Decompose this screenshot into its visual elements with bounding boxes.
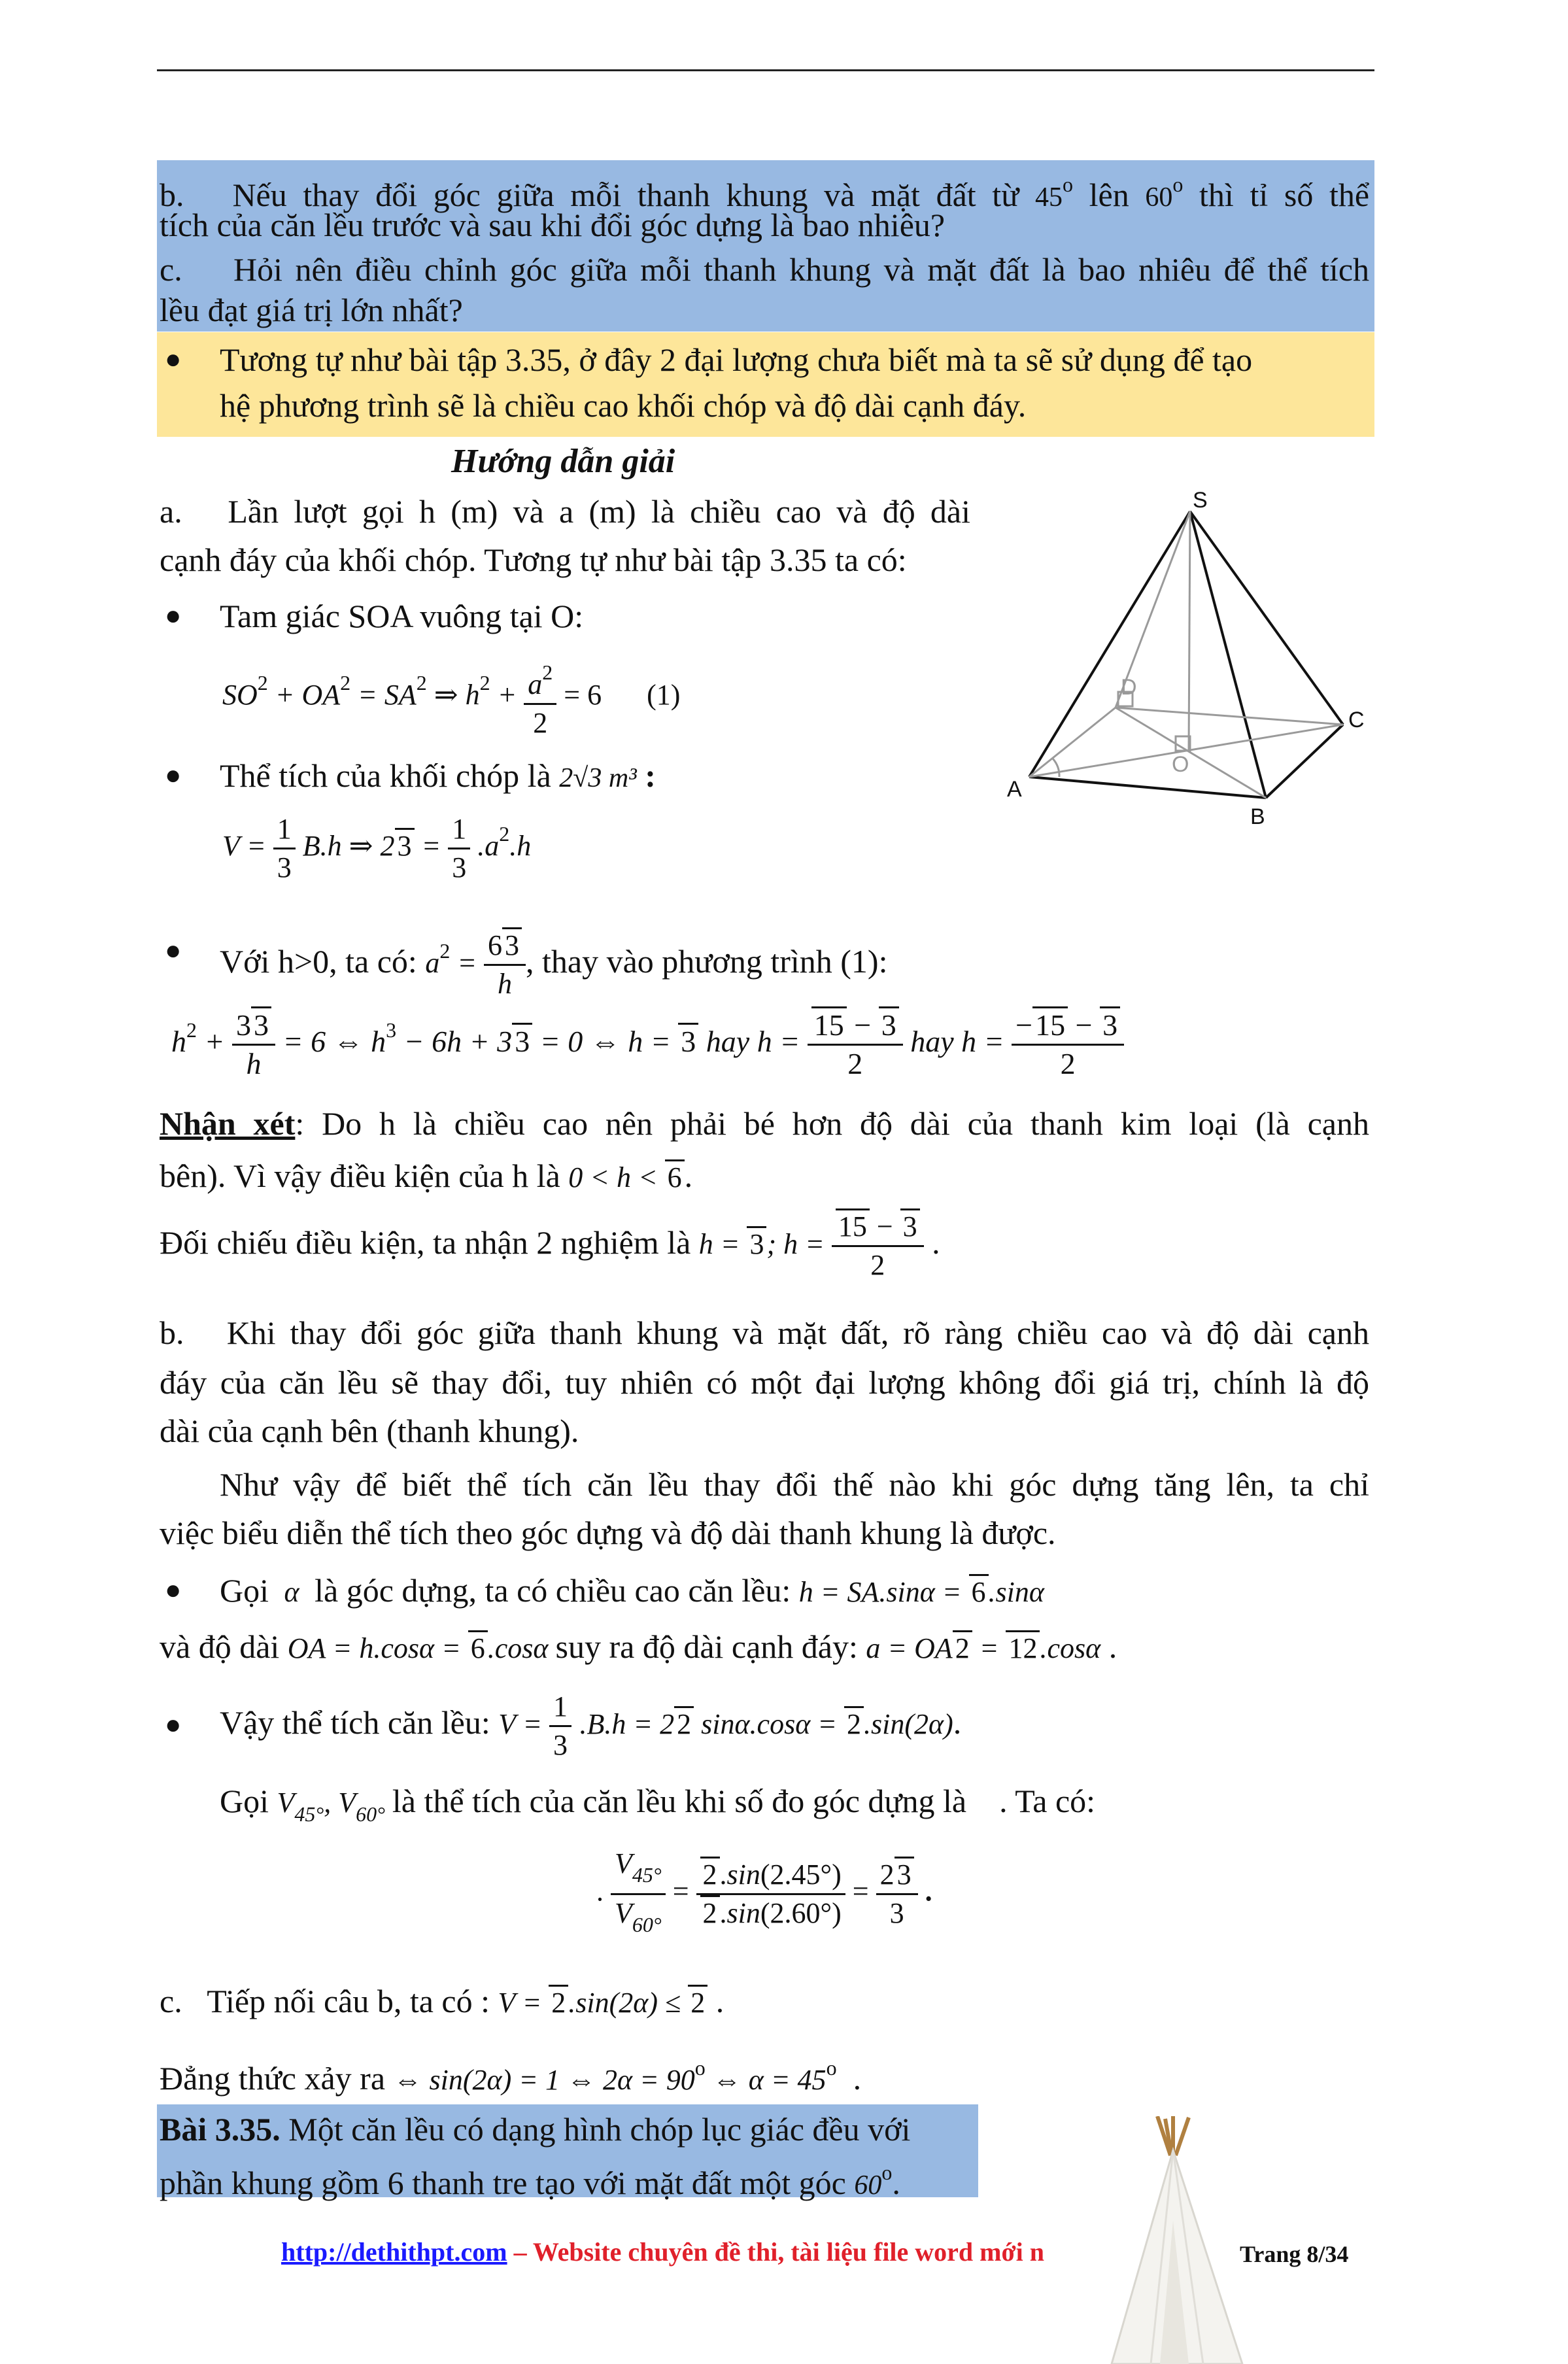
- part-b-bullet2: Vậy thể tích căn lều: V = $\frac{1}{3}$ .B.h = 22 sinα.cosα = 2.sin(2α).: [220, 1683, 961, 1764]
- problem-b-line1: b. Nếu thay đổi góc giữa mỗi thanh khung và mặt đất từ 45$^o$ lên 60$^o$ thì tỉ số thể: [160, 173, 1370, 213]
- bullet-icon: ●: [165, 601, 182, 631]
- problem-b-label: b.: [160, 177, 184, 213]
- label-S: S: [1193, 488, 1208, 513]
- part-b-bullet1: Gọi α là góc dựng, ta có chiều cao căn lều: h = SA.sinα = 6.sinα: [220, 1572, 1044, 1609]
- label-A: A: [1007, 777, 1022, 802]
- part-b-line5: việc biểu diễn thể tích theo góc dựng và độ dài thanh khung là được.: [160, 1515, 1056, 1551]
- bullet-icon: ●: [165, 345, 182, 375]
- header-rule: [157, 69, 1374, 71]
- equation-cubic: $h^2$ + $\frac{33}{h}$ = 6 ⇔ $h^3 - 6h + 33 = 0$ ⇔ h = 3 hay h = $\frac{15 - 3}{2}$ hay h = $\frac{-15 - 3}{2}$: [171, 1007, 1124, 1082]
- remark-label: Nhận xét: [160, 1105, 296, 1142]
- tent-illustration: [1105, 2116, 1249, 2364]
- next-problem-line1: Bài 3.35. Một căn lều có dạng hình chóp lục giác đều với: [160, 2111, 911, 2148]
- part-a-line2: cạnh đáy của khối chóp. Tương tự như bài tập 3.35 ta có:: [160, 541, 907, 578]
- part-b-line4: Như vậy để biết thể tích căn lều thay đổi thế nào khi góc dựng tăng lên, ta chỉ: [220, 1466, 1369, 1503]
- edge-SC: [1190, 511, 1343, 725]
- angle-mark-a: [1053, 759, 1059, 777]
- part-a-bullet3: Với h>0, ta có: $a^2$ = $\frac{63}{h}$ , thay vào phương trình (1):: [220, 912, 887, 1002]
- hint-line1: Tương tự như bài tập 3.35, ở đây 2 đại lượng chưa biết mà ta sẽ sử dụng để tạo: [220, 341, 1253, 378]
- part-b-line1: b. Khi thay đổi góc giữa thanh khung và mặt đất, rõ ràng chiều cao và độ dài cạnh: [160, 1314, 1370, 1351]
- label-D: D: [1121, 675, 1137, 700]
- footer-link[interactable]: http://dethithpt.com: [281, 2237, 507, 2267]
- part-a-bullet2: Thể tích của khối chóp là 2√3 m³ :: [220, 757, 656, 794]
- edge-AD: [1029, 708, 1116, 777]
- label-O: O: [1172, 752, 1189, 777]
- edge-DC: [1116, 708, 1343, 725]
- problem-c-line1: c. Hỏi nên điều chỉnh góc giữa mỗi thanh khung và mặt đất là bao nhiêu để thể tích: [160, 251, 1370, 288]
- part-a-line1: a. Lần lượt gọi h (m) và a (m) là chiều cao và độ dài: [160, 493, 970, 530]
- part-c-line2: Đẳng thức xảy ra ⇔ sin(2α) = 1 ⇔ $2\alpha = 90^o$ ⇔ $\alpha = 45^o$ .: [160, 2056, 862, 2097]
- height-SO: [1189, 511, 1190, 751]
- footer: http://dethithpt.com – Website chuyên đề thi, tài liệu file word mới n: [281, 2237, 1045, 2267]
- problem-c-line2: lều đạt giá trị lớn nhất?: [160, 292, 463, 328]
- part-c-line1: c. Tiếp nối câu b, ta có : V = 2.sin(2α) ≤ 2 .: [160, 1983, 724, 2019]
- remark-line2: bên). Vì vậy điều kiện của h là 0 < h < 6.: [160, 1157, 693, 1194]
- remark-line3: Đối chiếu điều kiện, ta nhận 2 nghiệm là h = 3; h = $\frac{15 - 3}{2}$ .: [160, 1203, 940, 1284]
- remark-line1: Nhận xét: Do h là chiều cao nên phải bé hơn độ dài của thanh kim loại (là cạnh: [160, 1105, 1369, 1142]
- label-B: B: [1250, 804, 1265, 829]
- bullet-icon: ●: [165, 1575, 182, 1605]
- page-number: Trang 8/34: [1240, 2241, 1349, 2267]
- pyramid-figure: [1000, 484, 1380, 850]
- edge-AB: [1029, 777, 1266, 798]
- solution-heading: Hướng dẫn giải: [451, 443, 675, 480]
- bullet-icon: ●: [165, 1710, 182, 1740]
- equation-1: $SO^2 + OA^2 = SA^2$ ⇒ $h^2$ + $\frac{a^2}{2}$ = 6 (1): [222, 654, 680, 742]
- hint-line2: hệ phương trình sẽ là chiều cao khối chóp và độ dài cạnh đáy.: [220, 387, 1027, 424]
- part-b-line3: dài của cạnh bên (thanh khung).: [160, 1413, 579, 1449]
- edge-SB: [1190, 511, 1266, 798]
- bullet-icon: ●: [165, 761, 182, 791]
- equation-volume: V = $\frac{1}{3}$ B.h ⇒ 23 = $\frac{1}{3}$ $.a^2.h$: [222, 811, 531, 886]
- diag-BD: [1116, 708, 1266, 798]
- part-b-goi: Gọi $V_{45^\circ}$, $V_{60^\circ}$ là thể tích của căn lều khi số đo góc dựng là . Ta có:: [220, 1783, 1096, 1826]
- bullet-icon: ●: [165, 936, 182, 966]
- equation-ratio: . $\frac{V_{45^\circ}}{V_{60^\circ}}$ = $\frac{2.\sin(2.45^\circ)}{2.\sin(2.60^\circ)}$ = $\frac{23}{3}$ .: [596, 1845, 932, 1943]
- part-a-bullet1: Tam giác SOA vuông tại O:: [220, 598, 584, 634]
- part-b-line2: đáy của căn lều sẽ thay đổi, tuy nhiên có một đại lượng không đổi giá trị, chính là độ: [160, 1364, 1369, 1401]
- label-C: C: [1348, 708, 1365, 732]
- next-problem-line2: phần khung gồm 6 thanh tre tạo với mặt đất một góc 60$^o$.: [160, 2161, 900, 2201]
- part-b-line-oa: và độ dài OA = h.cosα = 6.cosα suy ra độ dài cạnh đáy: a = OA2 = 12.cosα .: [160, 1628, 1117, 1665]
- problem-b-line2: tích của căn lều trước và sau khi đổi góc dựng là bao nhiêu?: [160, 207, 946, 243]
